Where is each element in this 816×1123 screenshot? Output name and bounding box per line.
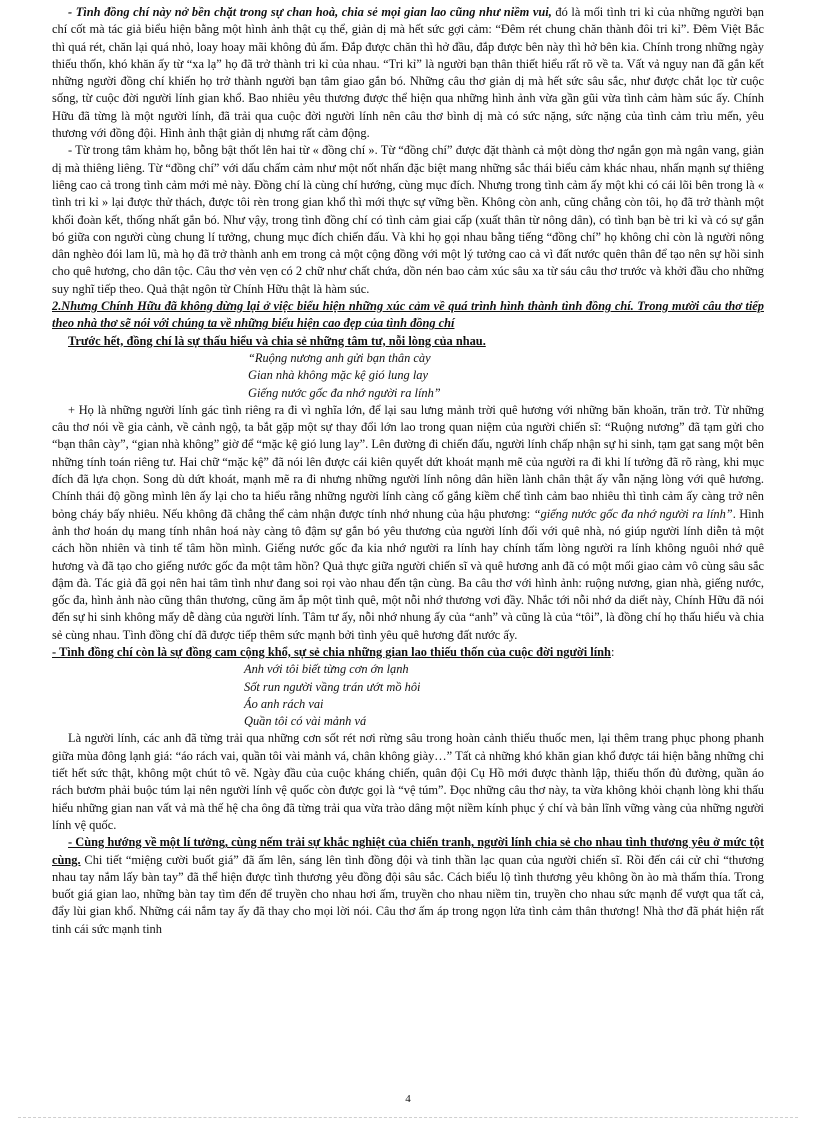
subheading-understanding: [52, 333, 764, 350]
paragraph-dong-chi-word: - Từ trong tâm khảm họ, bỗng bật thốt lên hai từ « đồng chí ». Từ “đồng chí” được đặt thành cả một dòng thơ ngắn gọn mà ngân vang, giản dị mà thiêng liêng. Từ “đồng chí” với dấu chấm cảm như một nốt nhấn đặc biệt mang những sắc thái biểu cảm khác nhau, nhấn mạnh sự thiêng liêng cao cả trong tình cảm mới mẻ này. Đồng chí là cùng chí hướng, cùng mục đích. Nhưng trong tình cảm ấy một khi có cái lõi bên trong là « tình tri kỉ » lại được thử thách, được tôi rèn trong gian khổ thì mới thực sự vững bền. Không còn anh, cũng chẳng còn tôi, họ đã trở thành một khối đoàn kết, thống nhất gắn bó. Như vậy, trong tình đồng chí có tình cảm giai cấp (xuất thân từ nông dân), có tình bạn bè tri kỉ và có sự gắn bó giữa con người cùng chung lí tưởng, chung mục đích chiến đấu. Và khi họ gọi nhau bằng tiếng “đồng chí” họ không chỉ còn là người nông dân nghèo đói lam lũ, mà họ đã trở thành anh em trong cả một cộng đồng với một lý tưởng cao cả vì đất nước quên thân để tạo nên sự hồi sinh cho quê hương, cho dân tộc. Câu thơ vẻn vẹn có 2 chữ như chất chứa, dồn nén bao cảm xúc sâu xa từ sáu câu thơ trước và khởi đầu cho những suy nghĩ tiếp theo. Quả thật ngôn từ Chính Hữu thật là hàm súc.: [52, 143, 764, 296]
subheading-colon: :: [610, 644, 615, 659]
paragraph-body: Chi tiết “miệng cười buốt giá” đã ấm lên, sáng lên tình đồng đội và tinh thần lạc quan của người chiến sĩ. Rồi đến cái cử chỉ “thương nhau tay nắm lấy bàn tay” đã thể hiện được tình thương yêu đồng đội sâu sắc. Cách biểu lộ tình thương yêu không ồn ào mà thấm thía. Trong buốt giá gian lao, những bàn tay tìm đến để truyền cho nhau hơi ấm, truyền cho nhau niềm tin, truyền cho nhau sức mạnh để vượt qua tất cả, đẩy lùi gian khổ. Những cái nắm tay ấy đã thay cho mọi lời nói. Câu thơ ấm áp trong ngọn lửa tình cảm thân thương! Nhà thơ đã phát hiện rất tinh cái sức mạnh tinh: [52, 852, 764, 936]
poem-stanza-1: [52, 350, 764, 402]
paragraph-soldier-life: Là người lính, các anh đã từng trải qua những cơn sốt rét nơi rừng sâu trong hoàn cảnh thiếu thuốc men, lại thêm trang phục phong phanh giữa mùa đông lạnh giá: “áo rách vai, quần tôi vài mảnh vá, chân không giày…” Tất cả những khó khăn gian khổ được tái hiện bằng những chi tiết hết sức thật, không một chút tô vẽ. Ngày đầu của cuộc kháng chiến, quân đội Cụ Hồ mới được thành lập, thiếu thốn đủ đường, quần áo rách bươm phải buộc túm lại nên người lính vệ quốc còn được gọi là “vệ túm”. Đọc những câu thơ này, ta vừa không khỏi chạnh lòng khi thấu hiểu những gian nan vất vả mà thế hệ cha ông đã từng trải qua vừa trào dâng một niềm kính phục ý chí và bản lĩnh vững vàng của những người lính vệ quốc.: [52, 731, 764, 832]
poem-line: Giếng nước gốc đa nhớ người ra lính”: [248, 385, 441, 400]
paragraph-body: + Họ là những người lính gác tình riêng ra đi vì nghĩa lớn, để lại sau lưng mảnh trời quê hương với những băn khoăn, trăn trở. Từ những câu thơ nói về gia cảnh, về cảnh ngộ, ta bắt gặp một sự thay đổi lớn lao trong quan niệm của người chiến sĩ: “Ruộng nương” đã tạm gửi cho “bạn thân cày”, “gian nhà không” giờ để “mặc kệ gió lung lay”. Lên đường đi chiến đấu, người lính chấp nhận sự hi sinh, tạm gạt sang một bên những tính toán riêng tư. Hai chữ “mặc kệ” đã nói lên được cái kiên quyết dứt khoát mạnh mẽ của người ra đi khi lí tưởng đã rõ ràng, khi mục đích đã lựa chọn. Song dù dứt khoát, mạnh mẽ ra đi nhưng những người lính nông dân hiền lành chân thật ấy vẫn nặng lòng với quê hương. Chính thái độ gồng mình lên ấy lại cho ta hiểu rằng những người lính càng cố gắng kiềm chế tình cảm bao nhiêu thì tình cảm ấy càng trở nên bỏng cháy bấy nhiêu. Nếu không đã chẳng thể cảm nhận được tính nhớ nhung của hậu phương:: [52, 402, 764, 521]
paragraph-body: đó là mối tình tri kỉ của những người bạn chí cốt mà tác giả biểu hiện bằng một hình ảnh thật cụ thể, giản dị mà hết sức gợi cảm: “Đêm rét chung chăn thành đôi tri kỉ”. Đêm Việt Bắc thì quá rét, chăn lại quá nhỏ, loay hoay mãi không đủ ấm. Đắp được chăn thì hở đầu, đắp được bên này thì hở bên kia. Chính trong những ngày thiếu thốn, khó khăn ấy từ “xa lạ” họ đã trở thành tri kỉ của nhau. “Tri kỉ” là người bạn thân thiết hiểu rất rõ về ta. Vất vả nguy nan đã gắn kết những người đồng chí khiến họ trở thành người bạn tâm giao gắn bó. Những câu thơ giản dị mà hết sức sâu sắc, như được chắt lọc từ cuộc sống, từ cuộc đời người lính gian khổ. Bao nhiêu yêu thương được thể hiện qua những hình ảnh vừa gần gũi vừa tình cảm hàm súc ấy. Chính Hữu đã từng là một người lính, đã trải qua cuộc đời người lính nên câu thơ bình dị mà có sức nặng, sức nặng của tình cảm trìu mến, yêu thương với đồng đội. Hình ảnh thật giản dị nhưng rất cảm động.: [52, 5, 764, 141]
poem-stanza-2: [52, 661, 764, 730]
paragraph-lead: - Tình đồng chí này nở bền chặt trong sự chan hoà, chia sẻ mọi gian lao cũng như niềm vui,: [68, 5, 552, 19]
poem-line: “Ruộng nương anh gửi bạn thân cày: [248, 350, 431, 365]
section-heading-2: 2.Nhưng Chính Hữu đã không dừng lại ở việc biểu hiện những xúc cảm về quá trình hình thành tình đồng chí. Trong mười câu thơ tiếp theo nhà thơ sẽ nói với chúng ta về những biểu hiện cao đẹp của tình đồng chí: [52, 299, 764, 331]
document-page: [52, 4, 764, 938]
paragraph-lead: - Cùng hướng về một lí tưởng, cùng nếm trải sự khắc nghiệt của chiến tranh, người lính chia sẻ cho nhau tình thương yêu ở mức tột cùng.: [52, 835, 764, 867]
subheading-text: - Tình đồng chí còn là sự đồng cam cộng khổ, sự sẻ chia những gian lao thiếu thốn của cuộc đời người lính: [52, 644, 611, 659]
subheading-text: Trước hết, đồng chí là sự thấu hiểu và chia sẻ những tâm tư, nỗi lòng của nhau.: [68, 333, 486, 348]
poem-line: Anh với tôi biết từng cơn ớn lạnh: [244, 662, 409, 677]
poem-line: Sốt run người vầng trán ướt mồ hôi: [244, 679, 421, 694]
inline-quote: “giếng nước gốc đa nhớ người ra lính”: [533, 506, 733, 521]
paragraph-body: . Hình ảnh thơ hoán dụ mang tính nhân hoá này càng tô đậm sự gắn bó yêu thương của người lính đối với quê nhà, nó giúp người lính diễn tả một cách hồn nhiên và tinh tế tâm hồn mình. Giếng nước gốc đa kia nhớ người ra lính hay chính tấm lòng người ra lính không nguôi nhớ quê hương và đã tạo cho giếng nước gốc đa một tâm hồn? Quả thực giữa người chiến sĩ và quê hương anh đã có một mối giao cảm vô cùng sâu sắc đậm đà. Tác giả đã gọi nên hai tâm tình như đang soi rọi vào nhau đến tận cùng. Ba câu thơ với hình ảnh: ruộng nương, gian nhà, giếng nước, gốc đa, hình ảnh nào cũng thân thương, cũng ăm ắp một tình quê, một nỗi nhớ thương vơi đầy. Nhắc tới nỗi nhớ da diết này, Chính Hữu đã nói đến sự hi sinh không mấy dễ dàng của người lính. Tâm tư ấy, nỗi nhớ nhung ấy của “anh” và cũng là của “tôi”, là đồng chí họ thấu hiểu và chia sẻ cùng nhau. Tình đồng chí đã được tiếp thêm sức mạnh bởi tình yêu quê hương đất nước ấy.: [52, 506, 764, 642]
paragraph-shared-ideal: [52, 834, 764, 938]
page-bottom-divider: [18, 1117, 798, 1118]
subheading-hardship: [52, 644, 764, 661]
paragraph-intimacy: [52, 4, 764, 142]
paragraph-homeland: [52, 402, 764, 644]
poem-line: Áo anh rách vai: [244, 696, 324, 711]
poem-line: Gian nhà không mặc kệ gió lung lay: [248, 368, 428, 383]
poem-line: Quần tôi có vài mảnh vá: [244, 714, 367, 729]
page-number: 4: [405, 1093, 411, 1105]
